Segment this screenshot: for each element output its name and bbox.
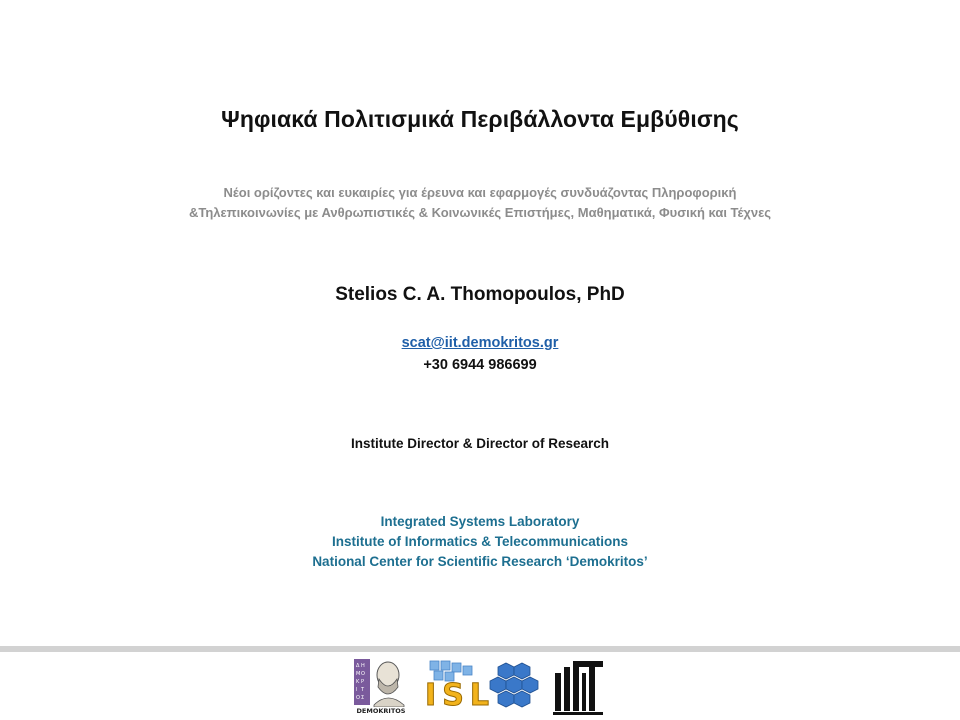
slide-subtitle [0, 183, 960, 223]
subtitle-line-1: Νέοι ορίζοντες και ευκαιρίες για έρευνα και εφαρμογές συνδυάζοντας Πληροφορική [223, 185, 737, 200]
svg-text:ISL: ISL [425, 678, 495, 713]
affiliation-institute: Institute of Informatics & Telecommunications [331, 534, 629, 549]
svg-text:DEMOKRITOS: DEMOKRITOS [356, 707, 406, 715]
footer-divider [0, 646, 960, 652]
email-link[interactable]: scat@iit.demokritos.gr [401, 335, 559, 351]
demokritos-logo-icon [352, 657, 410, 717]
affiliation [0, 512, 960, 572]
author-name: Stelios C. A. Thomopoulos, PhD [335, 284, 625, 305]
svg-text:Σ: Σ [361, 695, 365, 701]
svg-text:Ρ: Ρ [361, 679, 365, 685]
svg-text:Ο: Ο [361, 671, 365, 677]
svg-text:Κ: Κ [356, 679, 360, 685]
author-role: Institute Director & Director of Research [350, 436, 610, 451]
svg-text:Δ: Δ [356, 663, 360, 669]
svg-text:Η: Η [361, 663, 365, 669]
svg-text:Μ: Μ [356, 671, 361, 677]
subtitle-line-2: &Τηλεπικοινωνίες με Ανθρωπιστικές & Κοινωνικές Επιστήμες, Μαθηματικά, Φυσική και Τέχνες [188, 205, 772, 220]
iit-logo-icon [549, 657, 607, 717]
email-row [0, 334, 960, 352]
svg-text:Ο: Ο [356, 695, 360, 701]
svg-text:Ι: Ι [356, 687, 358, 693]
affiliation-lab: Integrated Systems Laboratory [380, 514, 580, 529]
isl-logo-icon [420, 657, 542, 717]
svg-text:Τ: Τ [361, 687, 365, 693]
affiliation-center: National Center for Scientific Research ‘Demokritos’ [312, 554, 648, 569]
slide-title: Ψηφιακά Πολιτισμικά Περιβάλλοντα Εμβύθισης [221, 106, 739, 132]
phone-number: +30 6944 986699 [423, 357, 537, 373]
